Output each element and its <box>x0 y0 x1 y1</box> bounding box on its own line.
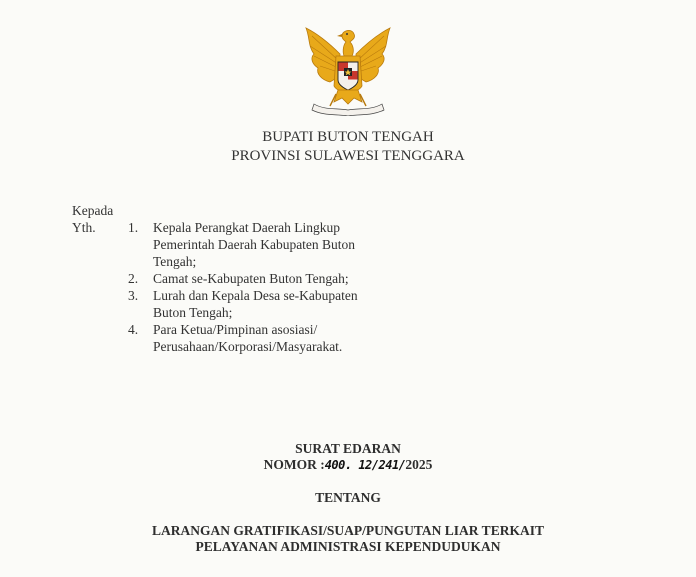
letterhead-title: BUPATI BUTON TENGAH <box>262 129 434 145</box>
list-item <box>128 270 428 287</box>
list-item-text <box>153 219 428 270</box>
list-item <box>128 219 428 270</box>
letterhead-province: PROVINSI SULAWESI TENGGARA <box>231 148 465 164</box>
circular-number <box>0 456 696 474</box>
list-item-number: 1. <box>128 220 139 235</box>
list-item <box>128 287 428 321</box>
list-item-number: 3. <box>128 288 139 303</box>
kepada-label: Kepada <box>72 203 114 218</box>
subject-line: LARANGAN GRATIFIKASI/SUAP/PUNGUTAN LIAR TERKAIT <box>152 523 544 538</box>
circular-title: SURAT EDARAN <box>295 441 401 456</box>
recipient-list <box>128 219 428 355</box>
list-item-text <box>153 287 428 321</box>
list-item-text <box>153 270 428 287</box>
garuda-pancasila-icon <box>300 24 396 116</box>
nomor-label: NOMOR : <box>263 457 325 472</box>
list-item-line: Buton Tengah; <box>153 305 233 320</box>
yth-label: Yth. <box>72 220 96 235</box>
nomor-handwritten: 400. 12/241/ <box>324 458 406 472</box>
list-item-number: 4. <box>128 322 139 337</box>
list-item <box>128 321 428 355</box>
list-item-line: Tengah; <box>153 254 197 269</box>
list-item-number: 2. <box>128 271 139 286</box>
list-item-line: Pemerintah Daerah Kabupaten Buton <box>153 237 356 252</box>
list-item-line: Camat se-Kabupaten Buton Tengah; <box>153 271 349 286</box>
list-item-line: Kepala Perangkat Daerah Lingkup <box>153 220 341 235</box>
list-item-text <box>153 321 428 355</box>
list-item-line: Para Ketua/Pimpinan asosiasi/ <box>153 322 318 337</box>
list-item-line: Lurah dan Kepala Desa se-Kabupaten <box>153 288 358 303</box>
tentang-heading: TENTANG <box>315 490 381 505</box>
list-item-line: Perusahaan/Korporasi/Masyarakat. <box>153 339 343 354</box>
subject-line: PELAYANAN ADMINISTRASI KEPENDUDUKAN <box>195 539 501 554</box>
nomor-year: 2025 <box>405 457 433 472</box>
letterhead <box>0 128 696 166</box>
circular-subject <box>0 523 696 555</box>
